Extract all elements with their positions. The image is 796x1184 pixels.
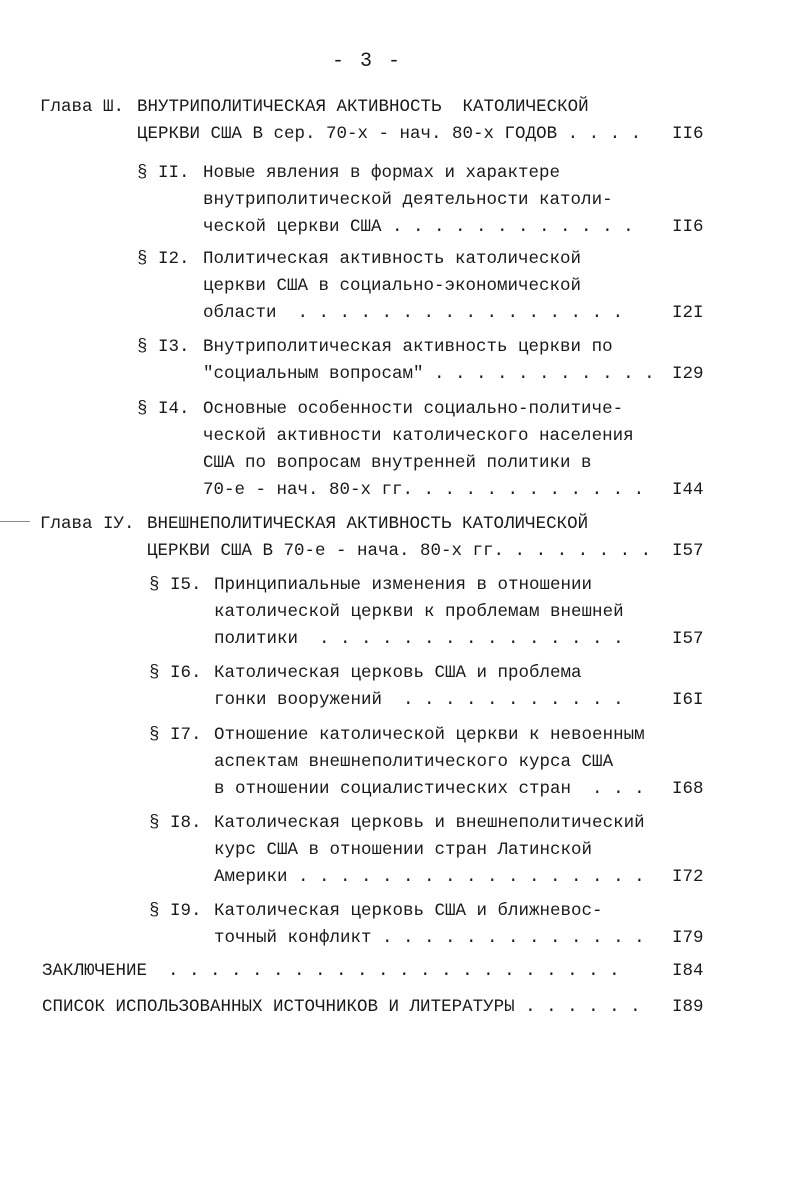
entry-label: Глава Ш. xyxy=(40,97,125,117)
entry-text-line: Католическая церковь и внешнеполитический xyxy=(214,813,645,833)
entry-text-line: Отношение католической церкви к невоенным xyxy=(214,725,645,745)
entry-text-line: курс США в отношении стран Латинской xyxy=(214,840,593,860)
page-number: - 3 - xyxy=(331,50,402,73)
entry-text-line: политики . . . . . . . . . . . . . . . xyxy=(214,629,624,649)
margin-mark xyxy=(0,521,30,522)
entry-label: § I9. xyxy=(149,901,202,921)
entry-page-number: I6I xyxy=(672,690,704,710)
entry-label: § I6. xyxy=(149,663,202,683)
entry-text-line: гонки вооружений . . . . . . . . . . . xyxy=(214,690,624,710)
entry-text-line: США по вопросам внутренней политики в xyxy=(203,453,592,473)
entry-text-line: аспектам внешнеполитического курса США xyxy=(214,752,614,772)
entry-label: § I7. xyxy=(149,725,202,745)
entry-text-line: Принципиальные изменения в отношении xyxy=(214,575,593,595)
entry-text-line: Католическая церковь США и ближневос- xyxy=(214,901,603,921)
entry-text-line: в отношении социалистических стран . . . xyxy=(214,779,645,799)
entry-page-number: I79 xyxy=(672,928,704,948)
entry-text-line: ВНУТРИПОЛИТИЧЕСКАЯ АКТИВНОСТЬ КАТОЛИЧЕСКОЙ xyxy=(137,97,589,117)
entry-text-line: ЦЕРКВИ США В сер. 70-х - нач. 80-х ГОДОВ . . . . xyxy=(137,124,642,144)
entry-page-number: I2I xyxy=(672,303,704,323)
entry-page-number: I72 xyxy=(672,867,704,887)
entry-text-line: ЗАКЛЮЧЕНИЕ . . . . . . . . . . . . . . . . . . . . . . xyxy=(42,961,620,981)
entry-page-number: I57 xyxy=(672,541,704,561)
entry-text-line: области . . . . . . . . . . . . . . . . xyxy=(203,303,624,323)
entry-text-line: внутриполитической деятельности католи- xyxy=(203,190,613,210)
entry-text-line: точный конфликт . . . . . . . . . . . . . xyxy=(214,928,645,948)
entry-label: § I8. xyxy=(149,813,202,833)
entry-text-line: Внутриполитическая активность церкви по xyxy=(203,337,613,357)
entry-text-line: Основные особенности социально-политиче- xyxy=(203,399,624,419)
entry-text-line: ВНЕШНЕПОЛИТИЧЕСКАЯ АКТИВНОСТЬ КАТОЛИЧЕСКОЙ xyxy=(147,514,589,534)
entry-text-line: Америки . . . . . . . . . . . . . . . . . xyxy=(214,867,645,887)
entry-label: § I5. xyxy=(149,575,202,595)
entry-text-line: Политическая активность католической xyxy=(203,249,582,269)
entry-page-number: I89 xyxy=(672,997,704,1017)
entry-label: Глава IУ. xyxy=(40,514,135,534)
entry-page-number: I44 xyxy=(672,480,704,500)
entry-label: § II. xyxy=(137,163,190,183)
entry-page-number: II6 xyxy=(672,124,704,144)
entry-text-line: католической церкви к проблемам внешней xyxy=(214,602,624,622)
entry-page-number: I57 xyxy=(672,629,704,649)
entry-label: § I2. xyxy=(137,249,190,269)
entry-text-line: Новые явления в формах и характере xyxy=(203,163,561,183)
entry-text-line: СПИСОК ИСПОЛЬЗОВАННЫХ ИСТОЧНИКОВ И ЛИТЕРАТУРЫ . . . . . . xyxy=(42,997,641,1017)
entry-page-number: II6 xyxy=(672,217,704,237)
entry-text-line: ческой активности католического населения xyxy=(203,426,634,446)
entry-page-number: I68 xyxy=(672,779,704,799)
entry-text-line: "социальным вопросам" . . . . . . . . . . . xyxy=(203,364,655,384)
entry-label: § I4. xyxy=(137,399,190,419)
entry-text-line: Католическая церковь США и проблема xyxy=(214,663,582,683)
entry-page-number: I84 xyxy=(672,961,704,981)
entry-page-number: I29 xyxy=(672,364,704,384)
entry-label: § I3. xyxy=(137,337,190,357)
entry-text-line: церкви США в социально-экономической xyxy=(203,276,582,296)
entry-text-line: 70-е - нач. 80-х гг. . . . . . . . . . . . xyxy=(203,480,645,500)
entry-text-line: ческой церкви США . . . . . . . . . . . . xyxy=(203,217,634,237)
entry-text-line: ЦЕРКВИ США В 70-е - нача. 80-х гг. . . . . . . . xyxy=(147,541,652,561)
